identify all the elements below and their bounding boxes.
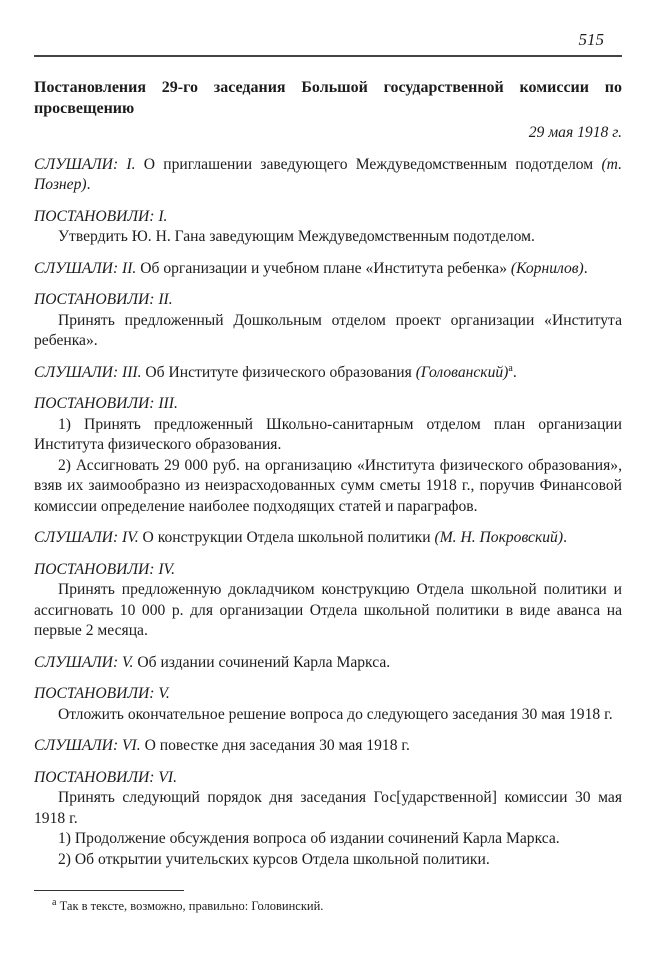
heard-line (34, 155, 622, 196)
resolved-label: ПОСТАНОВИЛИ: V. (34, 685, 170, 702)
heard-label: СЛУШАЛИ: III. (34, 363, 142, 381)
resolution-item (34, 528, 622, 642)
heard-speaker: (Корнилов) (510, 259, 584, 277)
resolution-item (34, 259, 622, 352)
footnote-mark: а (52, 896, 57, 908)
heard-speaker: (Голованский) (415, 363, 509, 381)
heard-tail: . (583, 259, 588, 277)
footnote-text: Так в тексте, возможно, правильно: Головинский. (59, 899, 324, 913)
heard-text: О конструкции Отдела школьной политики (142, 529, 431, 546)
header-rule (34, 55, 622, 57)
resolved-label: ПОСТАНОВИЛИ: VI. (34, 768, 177, 786)
document-body (34, 78, 622, 870)
resolution-paragraph: Отложить окончательное решение вопроса до следующего заседания 30 мая 1918 г. (58, 705, 613, 723)
footnote-ref[interactable]: а (508, 362, 513, 374)
resolution-paragraph: Принять следующий порядок дня заседания Гос[ударственной] комиссии 30 мая 1918 г. (34, 789, 622, 827)
heard-tail: . (512, 363, 517, 381)
resolution-item (34, 736, 622, 870)
heard-label: СЛУШАЛИ: V. (34, 653, 134, 671)
heard-text: Об издании сочинений Карла Маркса. (137, 653, 391, 671)
resolved-label: ПОСТАНОВИЛИ: III. (34, 395, 178, 412)
heard-label: СЛУШАЛИ: VI. (34, 737, 141, 754)
heard-label: СЛУШАЛИ: IV. (34, 529, 139, 546)
heard-tail: . (563, 529, 567, 546)
heard-line (34, 528, 622, 549)
heard-line (34, 259, 622, 280)
footnote (52, 898, 323, 914)
heard-speaker: (М. Н. Покровский) (434, 529, 564, 546)
resolution-item (34, 653, 622, 726)
heard-line (34, 363, 622, 384)
heard-text: Об организации и учебном плане «Института ребенка» (140, 259, 507, 277)
resolution-item (34, 363, 622, 518)
footnote-rule (34, 890, 184, 891)
page-number: 515 (578, 30, 604, 49)
resolution-paragraph: Утвердить Ю. Н. Гана заведующим Междуведомственным подотделом. (58, 228, 535, 245)
document-date: 29 мая 1918 г. (528, 124, 622, 141)
resolved-label: ПОСТАНОВИЛИ: I. (34, 207, 168, 225)
heard-text: О повестке дня заседания 30 мая 1918 г. (144, 737, 410, 754)
heard-speaker: (т. Познер) (34, 155, 622, 193)
heard-line (34, 653, 622, 674)
heard-label: СЛУШАЛИ: I. (34, 155, 136, 173)
resolution-paragraph: Принять предложенную докладчиком конструкцию Отдела школьной политики и ассигновать 10 000 р. для организации Отдела школьной политики в виде аванса на первые 2 месяца. (34, 581, 622, 639)
heard-text: О приглашении заведующего Междуведомственным подотделом (143, 155, 594, 173)
resolved-label: ПОСТАНОВИЛИ: IV. (34, 560, 175, 578)
resolution-paragraph: 1) Принять предложенный Школьно-санитарным отделом план организации Института физического образования. (34, 415, 622, 453)
resolution-paragraph: Принять предложенный Дошкольным отделом проект организации «Института ребенка». (34, 311, 622, 349)
resolution-item (34, 155, 622, 248)
resolution-paragraph: 1) Продолжение обсуждения вопроса об издании сочинений Карла Маркса. (58, 830, 560, 847)
document-title: Постановления 29-го заседания Большой государственной комиссии по просвещению (34, 79, 622, 117)
heard-text: Об Институте физического образования (145, 363, 412, 381)
heard-line (34, 736, 622, 757)
heard-tail: . (86, 176, 91, 193)
resolution-paragraph: 2) Ассигновать 29 000 руб. на организацию «Института физического образования», взяв их заимообразно из неизрасходованных сумм сметы 1918 г., поручив Финансовой комиссии определение наиболее подходящих статей и параграфов. (34, 456, 622, 515)
resolved-label: ПОСТАНОВИЛИ: II. (34, 291, 173, 308)
resolution-paragraph: 2) Об открытии учительских курсов Отдела школьной политики. (58, 850, 490, 868)
heard-label: СЛУШАЛИ: II. (34, 259, 137, 277)
